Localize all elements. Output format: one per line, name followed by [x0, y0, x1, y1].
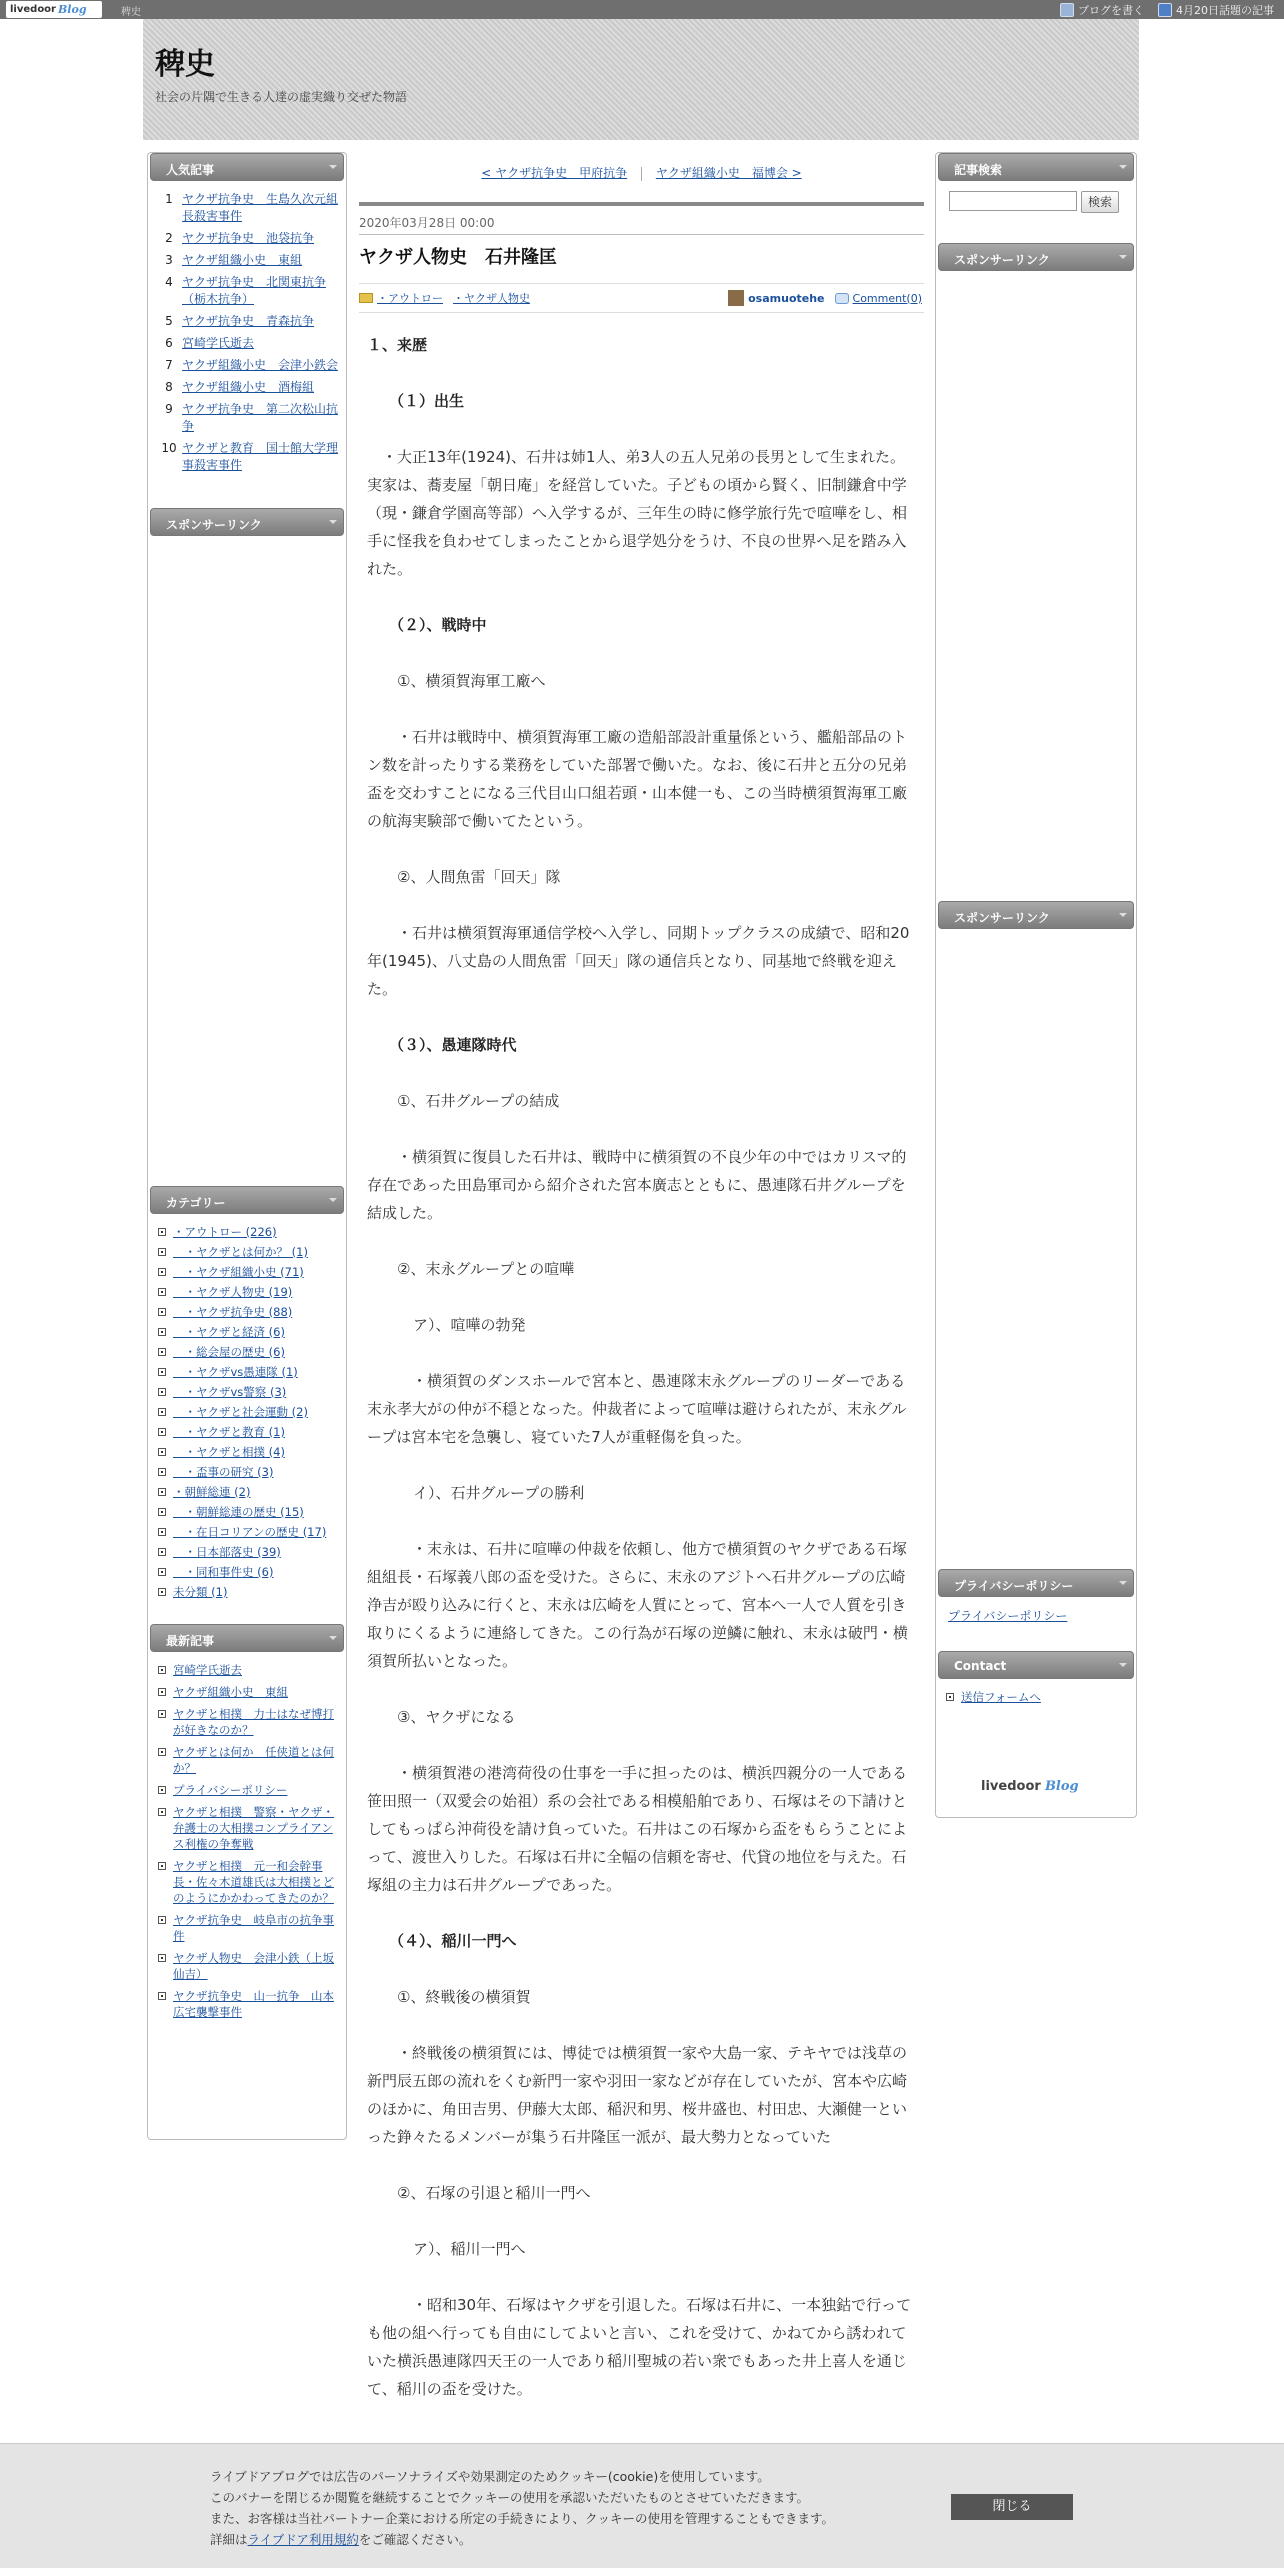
bullet-icon — [158, 1468, 166, 1476]
list-item — [158, 1804, 342, 1852]
paragraph-gap — [367, 1731, 914, 1759]
popular-item — [156, 379, 340, 396]
cookie-line: また、お客様は当社パートナー企業における所定の手続きにより、クッキーの使用を管理することもできます。 — [210, 2511, 835, 2526]
category-link-outlaw[interactable]: ・アウトロー — [377, 292, 443, 305]
paragraph-gap — [367, 583, 914, 611]
bullet-icon — [158, 1916, 166, 1924]
category-link[interactable]: ・盃事の研究 (3) — [173, 1465, 274, 1479]
paragraph: ①、終戦後の横須賀 — [397, 1988, 531, 2006]
rank-number: 6 — [165, 336, 173, 350]
bullet-icon — [158, 1588, 166, 1596]
article-date: 2020年03月28日 00:00 — [359, 216, 495, 230]
paragraph: ・終戦後の横須賀には、博徒では横須賀一家や大島一家、テキヤでは浅草の新門辰五郎の流れをくむ新門一家や羽田一家などが存在していたが、宮本や広崎のほかに、角田吉男、伊藤大太郎、稲沢和男、桜井盛也、村田忠、大瀬健一といった錚々たるメンバーが集う石井隆匡一派が、最大勢力となっていた — [367, 2044, 908, 2146]
rank-number: 10 — [161, 441, 177, 455]
paragraph: ①、横須賀海軍工廠へ — [397, 672, 546, 690]
category-link[interactable]: ・ヤクザと相撲 (4) — [173, 1445, 285, 1459]
livedoor-blog-footer-logo[interactable] — [981, 1779, 1079, 1794]
write-blog-link[interactable] — [1060, 2, 1144, 18]
paragraph-gap — [367, 1059, 914, 1087]
recent-article-link[interactable]: ヤクザ組織小史 東組 — [173, 1685, 288, 1699]
cookie-close-button[interactable]: 閉じる — [951, 2494, 1073, 2520]
blog-description: 社会の片隅で生きる人達の虚実織り交ぜた物語 — [155, 90, 408, 104]
bullet-icon — [158, 1666, 166, 1674]
search-button[interactable]: 検索 — [1081, 191, 1119, 213]
list-item — [158, 1504, 342, 1520]
section-heading: （２）、戦時中 — [389, 616, 487, 634]
bullet-icon — [158, 1786, 166, 1794]
paragraph-gap — [367, 1339, 914, 1367]
paragraph-gap — [367, 1227, 914, 1255]
category-title: カテゴリー — [150, 1186, 344, 1214]
author-link[interactable]: osamuotehe — [748, 291, 825, 305]
bullet-icon — [158, 1408, 166, 1416]
category-link[interactable]: ・朝鮮総連の歴史 (15) — [173, 1505, 304, 1519]
bullet-icon — [158, 1268, 166, 1276]
ad-space-right-1 — [936, 271, 1136, 901]
list-item — [158, 1244, 342, 1260]
rank-number: 3 — [165, 253, 173, 267]
list-item — [158, 1284, 342, 1300]
bullet-icon — [158, 1288, 166, 1296]
paragraph-gap — [367, 891, 914, 919]
list-item — [158, 1744, 342, 1776]
list-item — [158, 1782, 342, 1798]
recent-article-link[interactable]: プライバシーポリシー — [173, 1783, 288, 1797]
footer-logo-livedoor: livedoor — [981, 1779, 1041, 1794]
recent-article-link[interactable]: ヤクザとは何か 任侠道とは何か？ — [173, 1745, 334, 1775]
paragraph: ・末永は、石井に喧嘩の仲裁を依頼し、他方で横須賀のヤクザである石塚組組長・石塚義八郎の盃を受けた。さらに、末永のアジトへ石井グループの広崎浄吉が殴り込みに行くと、末永は広崎を人質にとって、宮本へ一人で人質を引き取りにくるように連絡してきた。この行為が石塚の逆鱗に触れ、末永は破門・横須賀所払いとなった。 — [367, 1540, 908, 1670]
contact-title: Contact — [938, 1651, 1134, 1679]
popular-article-link[interactable]: ヤクザ組織小史 会津小鉄会 — [182, 358, 339, 372]
paragraph-gap — [367, 2011, 914, 2039]
paragraph: ア）、喧嘩の勃発 — [413, 1316, 526, 1334]
cookie-text — [210, 2466, 834, 2550]
privacy-title: プライバシーポリシー — [938, 1569, 1134, 1597]
list-item — [158, 1424, 342, 1440]
bullet-icon — [158, 1548, 166, 1556]
rank-number: 8 — [165, 380, 173, 394]
paragraph: ・石井は戦時中、横須賀海軍工廠の造船部設計重量係という、艦船部品のトン数を計ったりする業務をしていた部署で働いた。なお、後に石井と五分の兄弟盃を交わすことになる三代目山口組若頭・山本健一も、この当時横須賀海軍工廠の航海実験部で働いてたという。 — [367, 728, 908, 830]
rank-number: 7 — [165, 358, 173, 372]
paragraph-gap — [367, 1899, 914, 1927]
bullet-icon — [158, 1808, 166, 1816]
bullet-icon — [158, 1308, 166, 1316]
write-blog-label: ブログを書く — [1078, 4, 1144, 17]
paragraph-gap — [367, 1451, 914, 1479]
paragraph: ・横須賀港の港湾荷役の仕事を一手に担ったのは、横浜四親分の一人である笹田照一（双愛会の始祖）系の会社である相模船舶であり、石塚はその下請けとしてもっぱら沖荷役を請け負っていた。石井はこの石塚から盃をもらうことによって、渡世入りした。石塚は石井に全幅の信頼を寄せ、代貸の地位を与えた。石塚組の主力は石井グループであった。 — [367, 1764, 908, 1894]
popular-article-link[interactable]: ヤクザ抗争史 北関東抗争（栃木抗争） — [182, 275, 327, 306]
popular-article-link[interactable]: ヤクザ抗争史 生島久次元組長殺害事件 — [182, 192, 339, 223]
article-top-rule — [359, 202, 924, 206]
popular-item — [156, 274, 340, 308]
paragraph: ・昭和30年、石塚はヤクザを引退した。石塚は石井に、一本独鈷で行っても他の組へ行っても自由にしてよいと言い、これを受けて、かねてから誘われていた横浜愚連隊四天王の一人であり稲川聖城の若い衆でもあった井上喜人を通じて、稲川の盃を受けた。 — [367, 2296, 912, 2398]
calendar-icon — [1158, 3, 1172, 17]
list-item — [158, 1662, 342, 1678]
category-link[interactable]: ・同和事件史 (6) — [173, 1565, 274, 1579]
category-link-yakuza-people[interactable]: ・ヤクザ人物史 — [453, 292, 530, 305]
bullet-icon — [158, 1248, 166, 1256]
list-item — [158, 1404, 342, 1420]
list-item — [158, 1524, 342, 1540]
top-bar — [0, 0, 1284, 19]
bullet-icon — [158, 1428, 166, 1436]
paragraph: イ）、石井グループの勝利 — [413, 1484, 585, 1502]
paragraph: ・大正13年(1924)、石井は姉1人、弟3人の五人兄弟の長男として生まれた。実家は、蕎麦屋「朝日庵」を経営していた。子どもの頃から賢く、旧制鎌倉中学（現・鎌倉学園高等部）へ入学するが、三年生の時に修学旅行先で喧嘩をし、相手に怪我を負わせてしまったことから退学処分をうけ、不良の世界へ足を踏み入れた。 — [367, 448, 908, 578]
list-item — [158, 1950, 342, 1982]
cookie-line — [210, 2529, 834, 2550]
section-heading: （１）出生 — [389, 392, 465, 410]
popular-item — [156, 230, 340, 247]
category-link[interactable]: ・ヤクザと教育 (1) — [173, 1425, 285, 1439]
next-article-link[interactable]: ヤクザ組織小史 福博会 > — [655, 166, 802, 180]
popular-item — [156, 440, 340, 474]
popular-article-link[interactable]: ヤクザと教育 国士館大学理事殺害事件 — [182, 441, 339, 472]
recent-article-link[interactable]: ヤクザと相撲 力士はなぜ博打が好きなのか？ — [173, 1707, 334, 1737]
popular-article-link[interactable]: ヤクザ抗争史 第二次松山抗争 — [182, 402, 339, 433]
bullet-icon — [158, 1954, 166, 1962]
section-heading: １、来歴 — [367, 336, 428, 354]
logo-text-livedoor: livedoor — [10, 4, 56, 15]
recent-article-link[interactable]: ヤクザ抗争史 岐阜市の抗争事件 — [173, 1913, 334, 1943]
blog-title[interactable]: 稗史 — [155, 47, 215, 82]
rank-number: 9 — [165, 402, 173, 416]
paragraph-gap — [367, 1955, 914, 1983]
category-link[interactable]: ・ヤクザと社会運動 (2) — [173, 1405, 308, 1419]
bullet-icon — [158, 1348, 166, 1356]
bullet-icon — [158, 1748, 166, 1756]
popular-article-link[interactable]: ヤクザ抗争史 青森抗争 — [182, 314, 315, 328]
bullet-icon — [158, 1508, 166, 1516]
rank-number: 4 — [165, 275, 173, 289]
paragraph: ①、石井グループの結成 — [397, 1092, 560, 1110]
paragraph-gap — [367, 1115, 914, 1143]
comment-link[interactable]: Comment(0) — [852, 291, 922, 305]
paragraph-gap — [367, 1675, 914, 1703]
bullet-icon — [158, 1688, 166, 1696]
recent-title: 最新記事 — [150, 1624, 344, 1652]
bullet-icon — [946, 1693, 954, 1701]
list-item — [158, 1304, 342, 1320]
list-item — [158, 1684, 342, 1700]
recent-article-link[interactable]: 宮崎学氏逝去 — [173, 1663, 242, 1677]
bullet-icon — [158, 1488, 166, 1496]
cookie-line-suffix: をご確認ください。 — [358, 2532, 472, 2547]
paragraph: ②、石塚の引退と稲川一門へ — [397, 2184, 591, 2202]
bullet-icon — [158, 1528, 166, 1536]
livedoor-blog-logo[interactable] — [6, 1, 102, 18]
article-body — [357, 313, 926, 2403]
paragraph: ・横須賀に復員した石井は、戦時中に横須賀の不良少年の中ではカリスマ的存在であった田島軍司から紹介された宮本廣志とともに、愚連隊石井グループを結成した。 — [367, 1148, 907, 1222]
contact-list — [936, 1679, 1136, 1705]
paragraph: ③、ヤクザになる — [397, 1708, 516, 1726]
popular-article-link[interactable]: ヤクザ組織小史 酒梅組 — [182, 380, 315, 394]
list-item — [158, 1324, 342, 1340]
list-item — [158, 1564, 342, 1580]
section-heading: （４）、稲川一門へ — [389, 1932, 517, 1950]
category-link[interactable]: ・日本部落史 (39) — [173, 1545, 281, 1559]
list-item — [158, 1344, 342, 1360]
search-form — [936, 181, 1136, 213]
rank-number: 1 — [165, 192, 173, 206]
topics-link[interactable] — [1158, 2, 1274, 18]
list-item — [158, 1384, 342, 1400]
sponsor-title-right-1: スポンサーリンク — [938, 243, 1134, 271]
list-item — [158, 1584, 342, 1600]
list-item — [158, 1484, 342, 1500]
popular-article-link[interactable]: ヤクザ組織小史 東組 — [182, 253, 303, 267]
bullet-icon — [158, 1568, 166, 1576]
category-link[interactable]: ・ヤクザvs愚連隊 (1) — [173, 1365, 298, 1379]
privacy-link[interactable]: プライバシーポリシー — [948, 1609, 1068, 1623]
blog-header — [143, 19, 1139, 140]
popular-item — [156, 191, 340, 225]
paragraph-gap — [367, 1003, 914, 1031]
comment-icon — [835, 293, 849, 304]
paragraph-gap — [367, 1283, 914, 1311]
category-link[interactable]: ・ヤクザとは何か？ (1) — [173, 1245, 308, 1259]
section-heading: （３）、愚連隊時代 — [389, 1036, 517, 1054]
cookie-line: ライブドアブログでは広告のパーソナライズや効果測定のためクッキー(cookie)を使用しています。 — [210, 2469, 770, 2484]
paragraph-gap — [367, 695, 914, 723]
paragraph: ②、末永グループとの喧嘩 — [397, 1260, 575, 1278]
category-link[interactable]: ・総会屋の歴史 (6) — [173, 1345, 285, 1359]
bullet-icon — [158, 1228, 166, 1236]
paragraph: ア）、稲川一門へ — [413, 2240, 526, 2258]
list-item — [158, 1364, 342, 1380]
popular-item — [156, 401, 340, 435]
paragraph-gap — [367, 2263, 914, 2291]
terms-link[interactable]: ライブドア利用規約 — [247, 2532, 359, 2547]
category-list — [148, 1214, 346, 1600]
list-item — [158, 1988, 342, 2020]
category-link[interactable]: ・アウトロー (226) — [173, 1225, 277, 1239]
paragraph-gap — [367, 359, 914, 387]
popular-list — [148, 181, 346, 474]
paragraph: ・横須賀のダンスホールで宮本と、愚連隊末永グループのリーダーである末永孝大がの仲が不穏となった。仲裁者によって喧嘩は避けられたが、末永グループは宮本宅を急襲し、寝ていた7人が重軽傷を負った。 — [367, 1372, 907, 1446]
paragraph-gap — [367, 2207, 914, 2235]
cookie-line-prefix: 詳細は — [210, 2532, 248, 2547]
cookie-banner — [0, 2443, 1284, 2568]
bullet-icon — [158, 1862, 166, 1870]
pager-separator — [641, 167, 642, 181]
paragraph: ・石井は横須賀海軍通信学校へ入学し、同期トップクラスの成績で、昭和20年(1945)、八丈島の人間魚雷「回天」隊の通信兵となり、同基地で終戦を迎えた。 — [367, 924, 910, 998]
category-link[interactable]: 未分類 (1) — [173, 1585, 228, 1599]
list-item — [158, 1912, 342, 1944]
list-item — [158, 1444, 342, 1460]
popular-item — [156, 313, 340, 330]
contact-form-link[interactable]: 送信フォームへ — [961, 1690, 1041, 1704]
list-item — [158, 1264, 342, 1280]
list-item — [158, 1224, 342, 1240]
recent-list — [148, 1652, 346, 2020]
folder-icon — [359, 293, 373, 303]
main-content — [357, 152, 926, 2403]
bullet-icon — [158, 1448, 166, 1456]
popular-article-link[interactable]: 宮崎学氏逝去 — [182, 336, 255, 350]
category-link[interactable]: ・在日コリアンの歴史 (17) — [173, 1525, 327, 1539]
author-avatar[interactable] — [728, 290, 744, 306]
paragraph-gap — [367, 835, 914, 863]
search-input[interactable] — [949, 191, 1077, 211]
category-link[interactable]: ・ヤクザ抗争史 (88) — [173, 1305, 293, 1319]
footer-logo-blog: Blog — [1044, 1779, 1079, 1794]
bullet-icon — [158, 1710, 166, 1718]
bullet-icon — [158, 1388, 166, 1396]
category-link[interactable]: ・ヤクザvs警察 (3) — [173, 1385, 287, 1399]
popular-title: 人気記事 — [150, 153, 344, 181]
recent-article-link[interactable]: ヤクザ人物史 会津小鉄（上坂仙吉） — [173, 1951, 334, 1981]
cookie-line: このバナーを閉じるか閲覧を継続することでクッキーの使用を承認いただいたものとさせていただきます。 — [210, 2490, 810, 2505]
article-meta — [357, 290, 926, 306]
paragraph-gap — [367, 639, 914, 667]
bullet-icon — [158, 1992, 166, 2000]
left-sidebar — [147, 152, 347, 2140]
search-title: 記事検索 — [938, 153, 1134, 181]
category-link[interactable]: ・ヤクザと経済 (6) — [173, 1325, 285, 1339]
sponsor-title-left: スポンサーリンク — [150, 508, 344, 536]
title-rule — [359, 283, 924, 284]
category-link[interactable]: ・朝鮮総連 (2) — [173, 1485, 251, 1499]
ad-space-left — [148, 536, 346, 1186]
paragraph-gap — [367, 2151, 914, 2179]
paragraph: ②、人間魚雷「回天」隊 — [397, 868, 561, 886]
category-link[interactable]: ・ヤクザ人物史 (19) — [173, 1285, 293, 1299]
article-pager — [357, 152, 926, 202]
article-title[interactable]: ヤクザ人物史 石井隆匡 — [359, 247, 557, 268]
recent-article-link[interactable]: ヤクザ抗争史 山一抗争 山本広宅襲撃事件 — [173, 1989, 334, 2019]
right-sidebar — [935, 152, 1137, 1818]
date-rule — [359, 234, 924, 235]
list-item — [158, 1706, 342, 1738]
popular-article-link[interactable]: ヤクザ抗争史 池袋抗争 — [182, 231, 315, 245]
list-item — [158, 1464, 342, 1480]
recent-article-link[interactable]: ヤクザと相撲 警察・ヤクザ・弁護士の大相撲コンプライアンス利権の争奪戦 — [173, 1805, 334, 1851]
ad-space-right-2 — [936, 929, 1136, 1569]
recent-article-link[interactable]: ヤクザと相撲 元一和会幹事長・佐々木道雄氏は大相撲とどのようにかかわってきたのか？ — [173, 1859, 334, 1905]
popular-item — [156, 252, 340, 269]
pencil-icon — [1060, 3, 1074, 17]
rank-number: 5 — [165, 314, 173, 328]
list-item — [946, 1689, 1132, 1705]
popular-item — [156, 335, 340, 352]
list-item — [158, 1544, 342, 1560]
topbar-blog-name[interactable]: 稗史 — [121, 7, 141, 18]
bullet-icon — [158, 1328, 166, 1336]
category-link[interactable]: ・ヤクザ組織小史 (71) — [173, 1265, 304, 1279]
rank-number: 2 — [165, 231, 173, 245]
prev-article-link[interactable]: < ヤクザ抗争史 甲府抗争 — [481, 166, 628, 180]
topics-label: 4月20日話題の記事 — [1176, 4, 1274, 17]
sponsor-title-right-2: スポンサーリンク — [938, 901, 1134, 929]
bullet-icon — [158, 1368, 166, 1376]
popular-item — [156, 357, 340, 374]
logo-text-blog: Blog — [58, 3, 87, 16]
paragraph-gap — [367, 415, 914, 443]
list-item — [158, 1858, 342, 1906]
paragraph-gap — [367, 1507, 914, 1535]
